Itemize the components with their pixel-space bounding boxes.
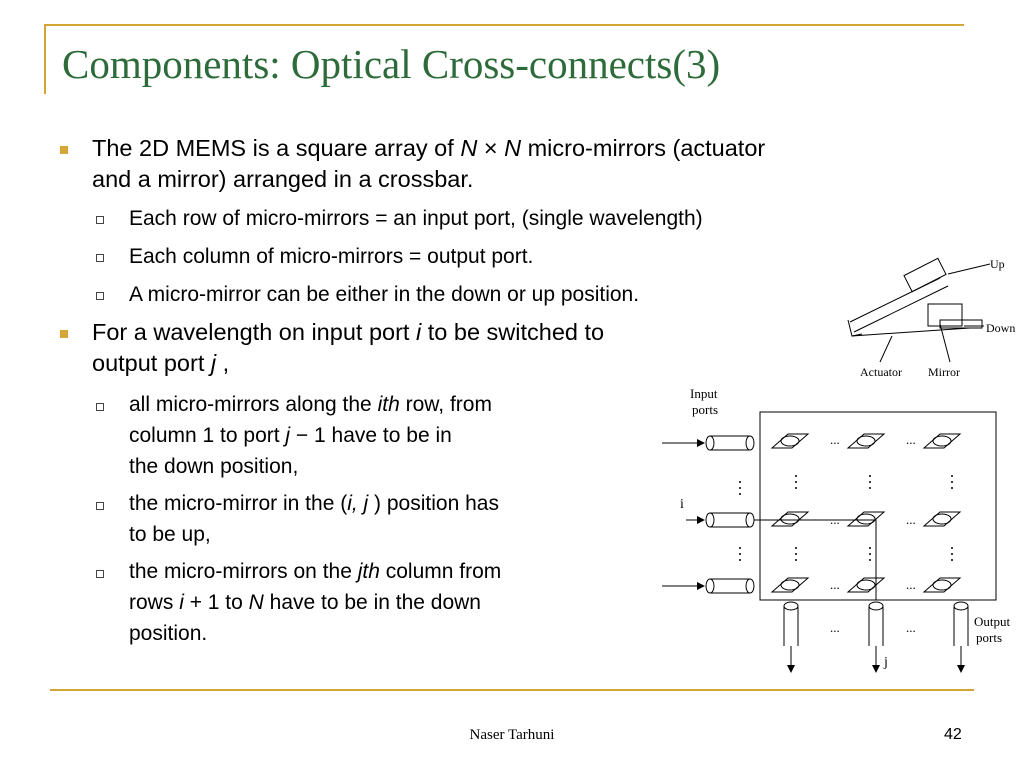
- dots-horizontal: ...: [830, 512, 840, 527]
- output-fiber: [954, 606, 968, 646]
- page-number: 42: [944, 726, 962, 743]
- sub-var: i, j: [347, 492, 369, 515]
- bullet-2-var: i: [415, 319, 422, 345]
- dots-horizontal: ...: [830, 432, 840, 447]
- sub-bullet-marker: [96, 254, 104, 262]
- label-output-ports: Output: [974, 614, 1011, 629]
- actuator-leader: [880, 336, 892, 362]
- mirror-row-i: [772, 512, 960, 526]
- dots-horizontal: ...: [906, 577, 916, 592]
- sub-text: column 1 to port: [129, 424, 286, 447]
- mems-crossbar-diagram: [660, 384, 1024, 684]
- up-leader: [948, 264, 990, 274]
- label-input-ports: ports: [692, 402, 718, 417]
- dots-vertical: [739, 475, 953, 561]
- down-base: [940, 320, 982, 328]
- sub-text: ) position has: [368, 492, 499, 515]
- output-fiber: [869, 606, 883, 646]
- sub-text: the micro-mirrors on the: [129, 560, 358, 583]
- slide-title: Components: Optical Cross-connects(3): [62, 41, 721, 87]
- sub-text: position.: [129, 622, 208, 645]
- bullet-1-var: N: [504, 135, 522, 161]
- sub-bullet-1-3: A micro-mirror can be either in the down or up position.: [129, 283, 640, 306]
- input-fiber: [710, 579, 750, 593]
- mirror-row-1: [772, 434, 960, 448]
- sub-bullet-1-1: Each row of micro-mirrors = an input port, (single wavelength): [129, 207, 703, 230]
- up-mirror: [904, 258, 946, 291]
- sub-text: row, from: [399, 393, 492, 416]
- bullet-marker: [60, 146, 68, 154]
- sub-text: rows: [129, 591, 180, 614]
- label-row-i: i: [680, 497, 684, 512]
- sub-bullet-marker: [96, 403, 104, 411]
- fiber-end: [706, 579, 714, 593]
- bullet-marker: [60, 330, 68, 338]
- dots-horizontal: ...: [906, 620, 916, 635]
- fiber-end: [746, 513, 754, 527]
- sub-text: have to be in the down: [263, 591, 481, 614]
- actuator-base: [848, 320, 862, 336]
- bullet-1-line-2: and a mirror) arranged in a crossbar.: [92, 166, 474, 192]
- label-actuator: Actuator: [860, 365, 902, 379]
- label-mirror: Mirror: [928, 365, 960, 379]
- down-mirror: [928, 304, 962, 326]
- bullet-2-text: For a wavelength on input port: [92, 319, 416, 345]
- sub-bullet-2-1: [129, 389, 492, 482]
- label-down: Down: [986, 321, 1016, 335]
- bullet-2-text: ,: [216, 350, 230, 376]
- actuator-arm-lower: [854, 286, 948, 332]
- bullet-2-text: to be switched to: [421, 319, 605, 345]
- actuator-bottom-line: [852, 328, 970, 336]
- title-frame-left-line: [44, 24, 46, 94]
- sub-text: − 1 have to be in: [290, 424, 452, 447]
- dots-horizontal: ...: [830, 620, 840, 635]
- sub-text: the down position,: [129, 455, 299, 478]
- fiber-end: [706, 513, 714, 527]
- switched-light-path: [754, 520, 876, 600]
- dots-horizontal: ...: [906, 512, 916, 527]
- bullet-1-text: micro-mirrors (actuator: [521, 135, 766, 161]
- footer-divider: [50, 689, 974, 691]
- bullet-2-text: output port: [92, 350, 211, 376]
- dots-horizontal: ...: [906, 432, 916, 447]
- sub-text: + 1 to: [183, 591, 249, 614]
- sub-var: j: [285, 424, 291, 447]
- sub-var: i: [179, 591, 184, 614]
- sub-var: ith: [377, 393, 400, 416]
- label-up: Up: [990, 257, 1005, 271]
- sub-bullet-marker: [96, 502, 104, 510]
- fiber-end: [746, 436, 754, 450]
- label-output-ports: ports: [976, 630, 1002, 645]
- sub-var: N: [248, 591, 264, 614]
- switch-array-box: [760, 412, 996, 600]
- label-col-j: j: [884, 655, 888, 670]
- input-fiber: [710, 436, 750, 450]
- fiber-end: [746, 579, 754, 593]
- bullet-1-text: ×: [477, 135, 505, 161]
- bullet-1-text: The 2D MEMS is a square array of: [92, 135, 461, 161]
- mirror-row-n: [772, 578, 960, 592]
- sub-text: all micro-mirrors along the: [129, 393, 378, 416]
- bullet-2-var: j: [210, 350, 217, 376]
- sub-bullet-1-2: Each column of micro-mirrors = output port.: [129, 245, 534, 268]
- bullet-1-var: N: [460, 135, 478, 161]
- bullet-1: [92, 133, 765, 195]
- fiber-end: [706, 436, 714, 450]
- sub-text: column from: [379, 560, 502, 583]
- sub-var: jth: [357, 560, 380, 583]
- sub-bullet-marker: [96, 292, 104, 300]
- output-fiber: [784, 606, 798, 646]
- sub-bullet-marker: [96, 570, 104, 578]
- mems-mirror-detail-diagram: [840, 244, 1024, 380]
- dots-horizontal: ...: [830, 577, 840, 592]
- sub-text: to be up,: [129, 523, 211, 546]
- bullet-2: [92, 317, 604, 379]
- label-input-ports: Input: [690, 386, 718, 401]
- sub-bullet-marker: [96, 216, 104, 224]
- footer-author: Naser Tarhuni: [469, 727, 555, 743]
- sub-bullet-2-2: [129, 488, 499, 550]
- sub-text: the micro-mirror in the (: [129, 492, 348, 515]
- sub-bullet-2-3: [129, 556, 501, 649]
- title-frame-top-line: [44, 24, 964, 26]
- input-fiber: [710, 513, 750, 527]
